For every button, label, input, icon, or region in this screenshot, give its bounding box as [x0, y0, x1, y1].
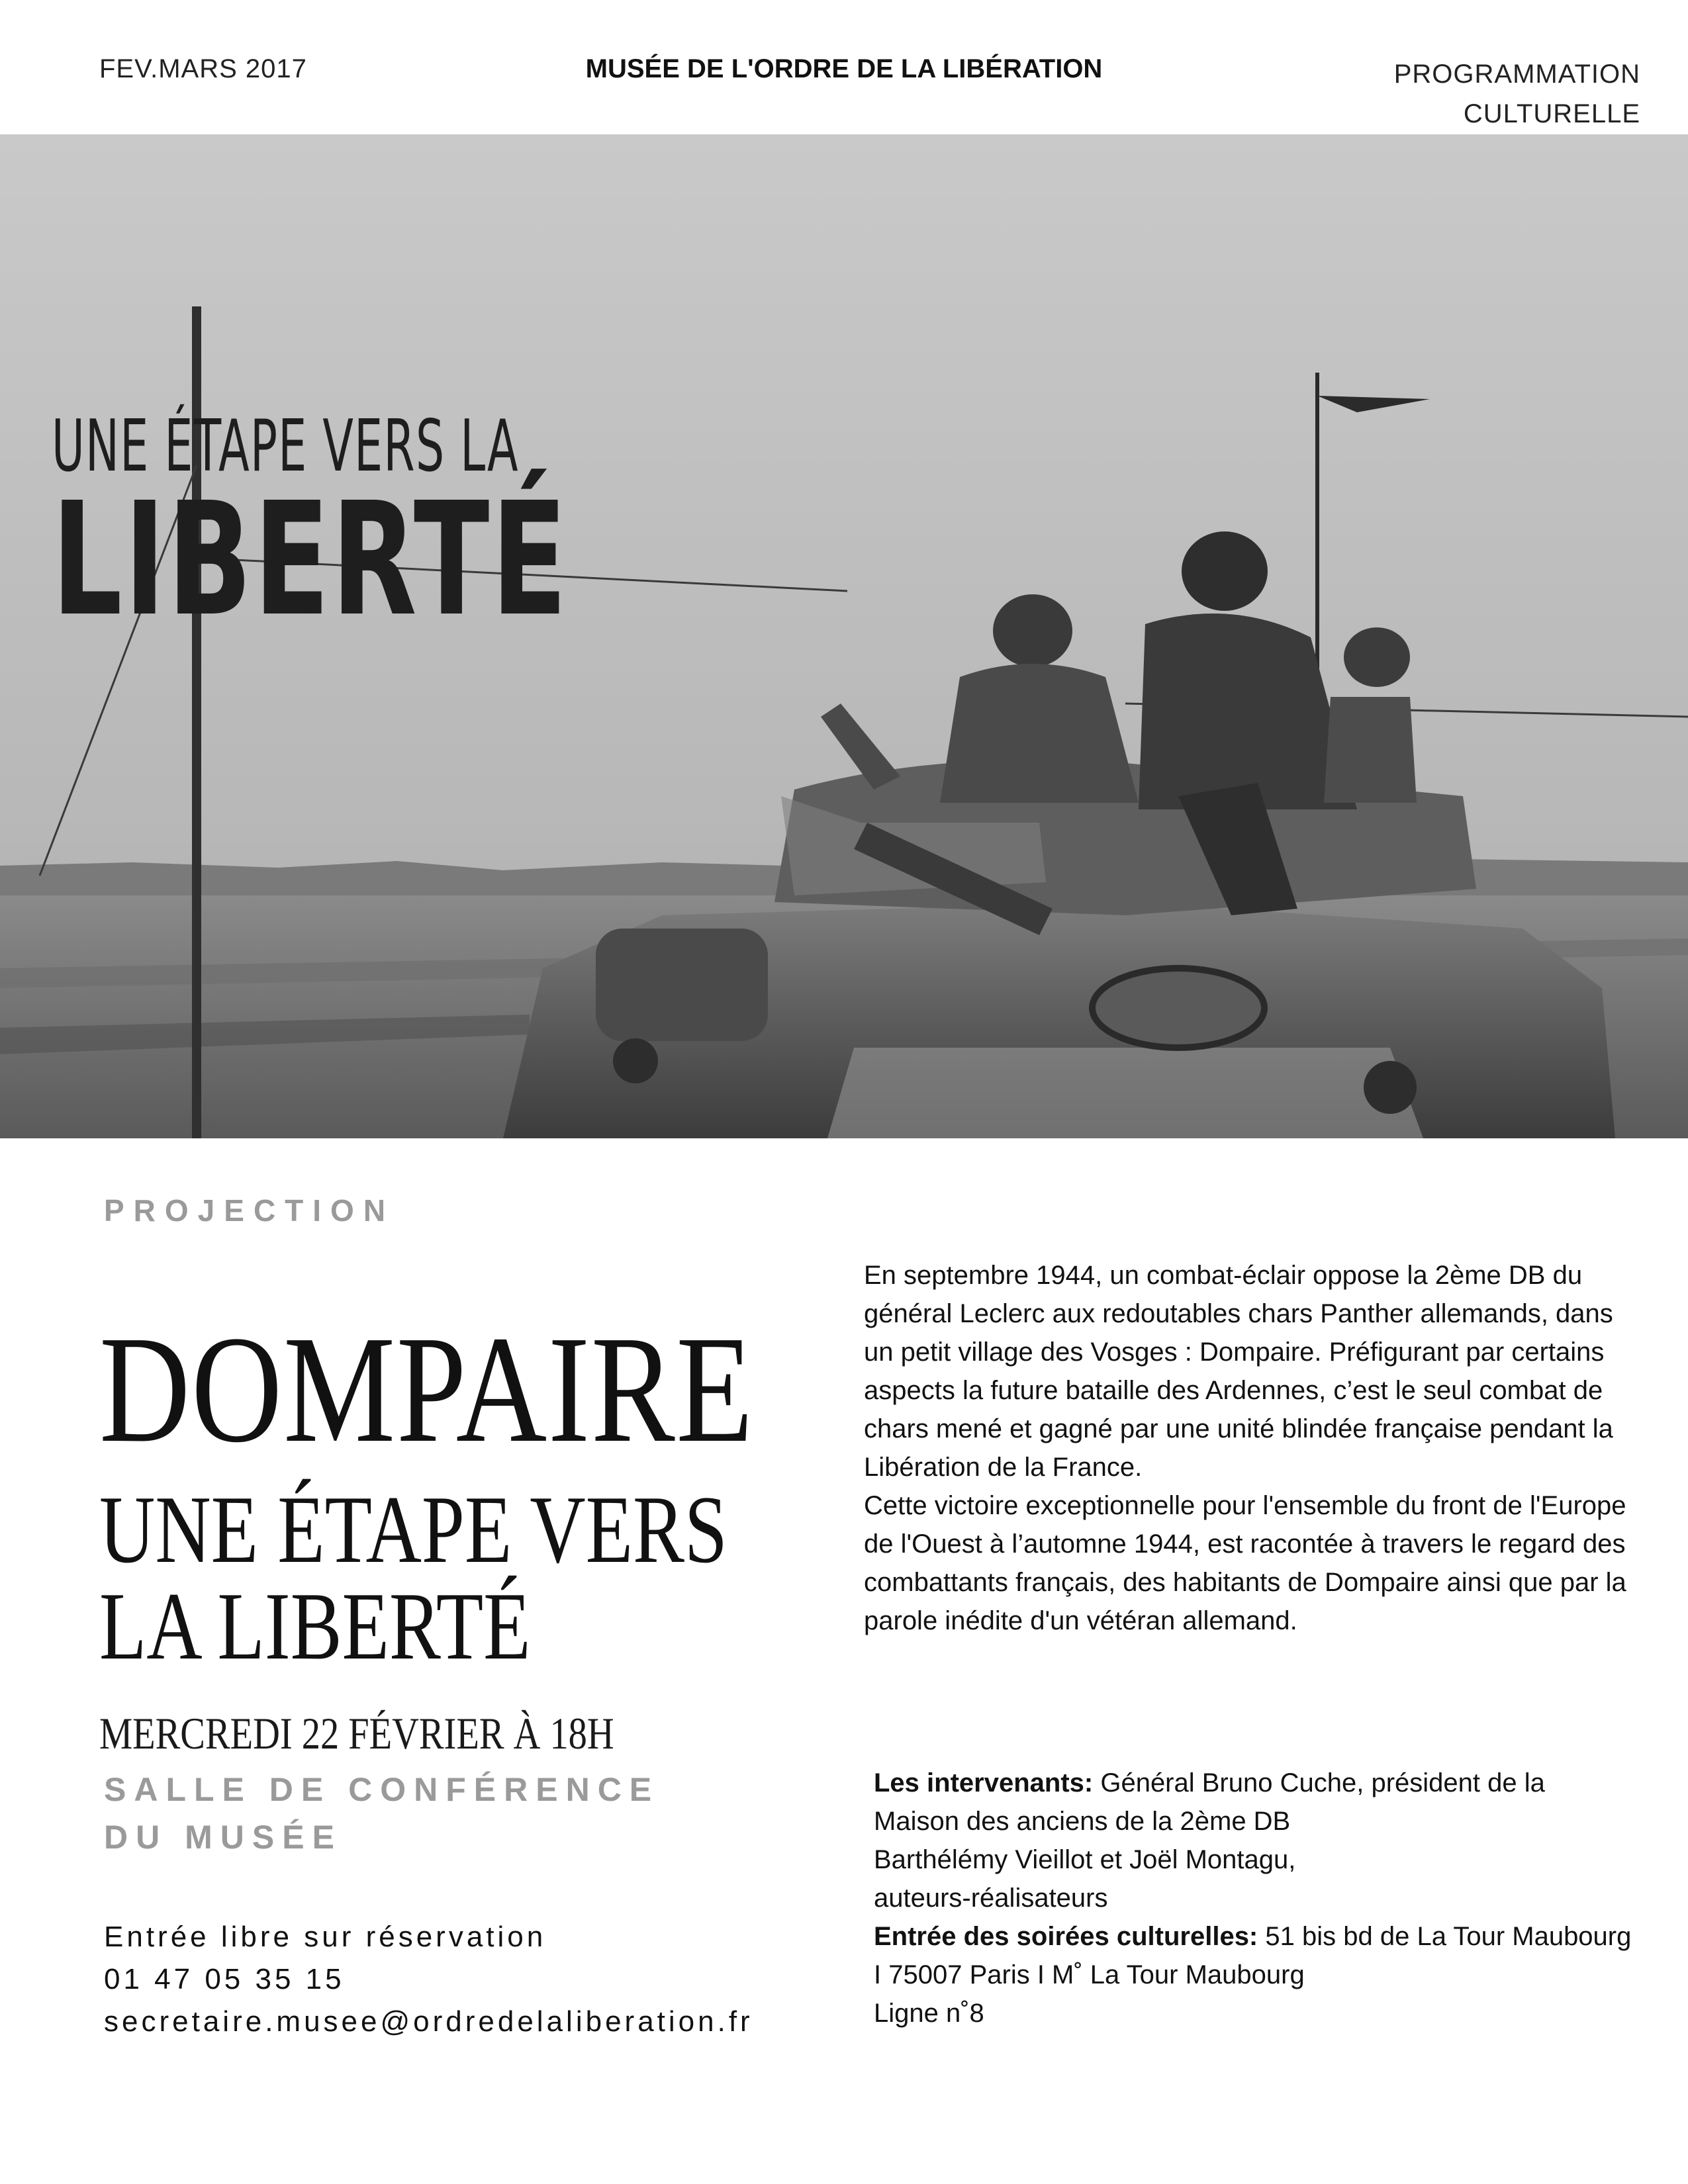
address-label: Entrée des soirées culturelles:: [874, 1922, 1258, 1951]
page-header: [0, 0, 1688, 132]
program-label-line1: PROGRAMMATION: [1393, 60, 1640, 89]
film-title: [99, 1304, 898, 1680]
event-datetime: MERCREDI 22 FÉVRIER À 18H: [99, 1708, 614, 1758]
event-venue: [104, 1766, 659, 1861]
speakers-line2: Barthélémy Vieillot et Joël Montagu,: [874, 1845, 1296, 1874]
speakers-line3: auteurs-réalisateurs: [874, 1884, 1108, 1913]
film-subtitle-line1: UNE ÉTAPE VERS: [99, 1476, 727, 1583]
film-subtitle-line2: LA LIBERTÉ: [99, 1572, 531, 1680]
hero-title: [52, 405, 647, 651]
speakers-label: Les intervenants:: [874, 1768, 1094, 1797]
event-details: [874, 1764, 1635, 2032]
venue-line1: SALLE DE CONFÉRENCE: [104, 1771, 660, 1808]
venue-line2: DU MUSÉE: [104, 1819, 342, 1856]
booking-email[interactable]: secretaire.musee@ordredelaliberation.fr: [104, 2005, 753, 2038]
address-line2: Ligne n˚8: [874, 1999, 984, 2028]
booking-phone[interactable]: 01 47 05 35 15: [104, 1963, 345, 1995]
hero-photo: [0, 134, 1688, 1138]
booking-label: Entrée libre sur réservation: [104, 1921, 547, 1953]
film-title-main: DOMPAIRE: [99, 1304, 755, 1475]
museum-name: MUSÉE DE L'ORDRE DE LA LIBÉRATION: [585, 54, 1103, 83]
synopsis-paragraph-2: Cette victoire exceptionnelle pour l'ensemble du front de l'Europe de l'Ouest à l’automne 1944, est racontée à travers le regard des combattants français, des habitants de Dompaire ainsi que par la parole inédite d'un vétéran allemand.: [864, 1491, 1626, 1635]
address: [874, 1917, 1635, 1994]
booking-info: [104, 1916, 753, 2043]
speakers: [874, 1764, 1635, 1841]
synopsis-paragraph-1: En septembre 1944, un combat-éclair oppose la 2ème DB du général Leclerc aux redoutables chars Panther allemands, dans un petit village des Vosges : Dompaire. Préfigurant par certains aspects la future bataille des Ardennes, c’est le seul combat de chars mené et gagné par une unité blindée française pendant la Libération de la France.: [864, 1261, 1613, 1482]
program-label: [1394, 54, 1640, 134]
program-label-line2: CULTURELLE: [1463, 99, 1640, 128]
event-type: PROJECTION: [104, 1193, 395, 1228]
synopsis: [864, 1256, 1632, 1640]
hero-title-main: LIBERTÉ: [52, 469, 569, 651]
address-text: 51 bis bd de La Tour Maubourg I 75007 Paris I M˚ La Tour Maubourg: [874, 1922, 1632, 1989]
hero-title-top: UNE ÉTAPE VERS LA: [52, 405, 519, 488]
issue-date: FEV.MARS 2017: [99, 54, 307, 83]
speakers-text: Général Bruno Cuche, président de la Maison des anciens de la 2ème DB: [874, 1768, 1545, 1836]
